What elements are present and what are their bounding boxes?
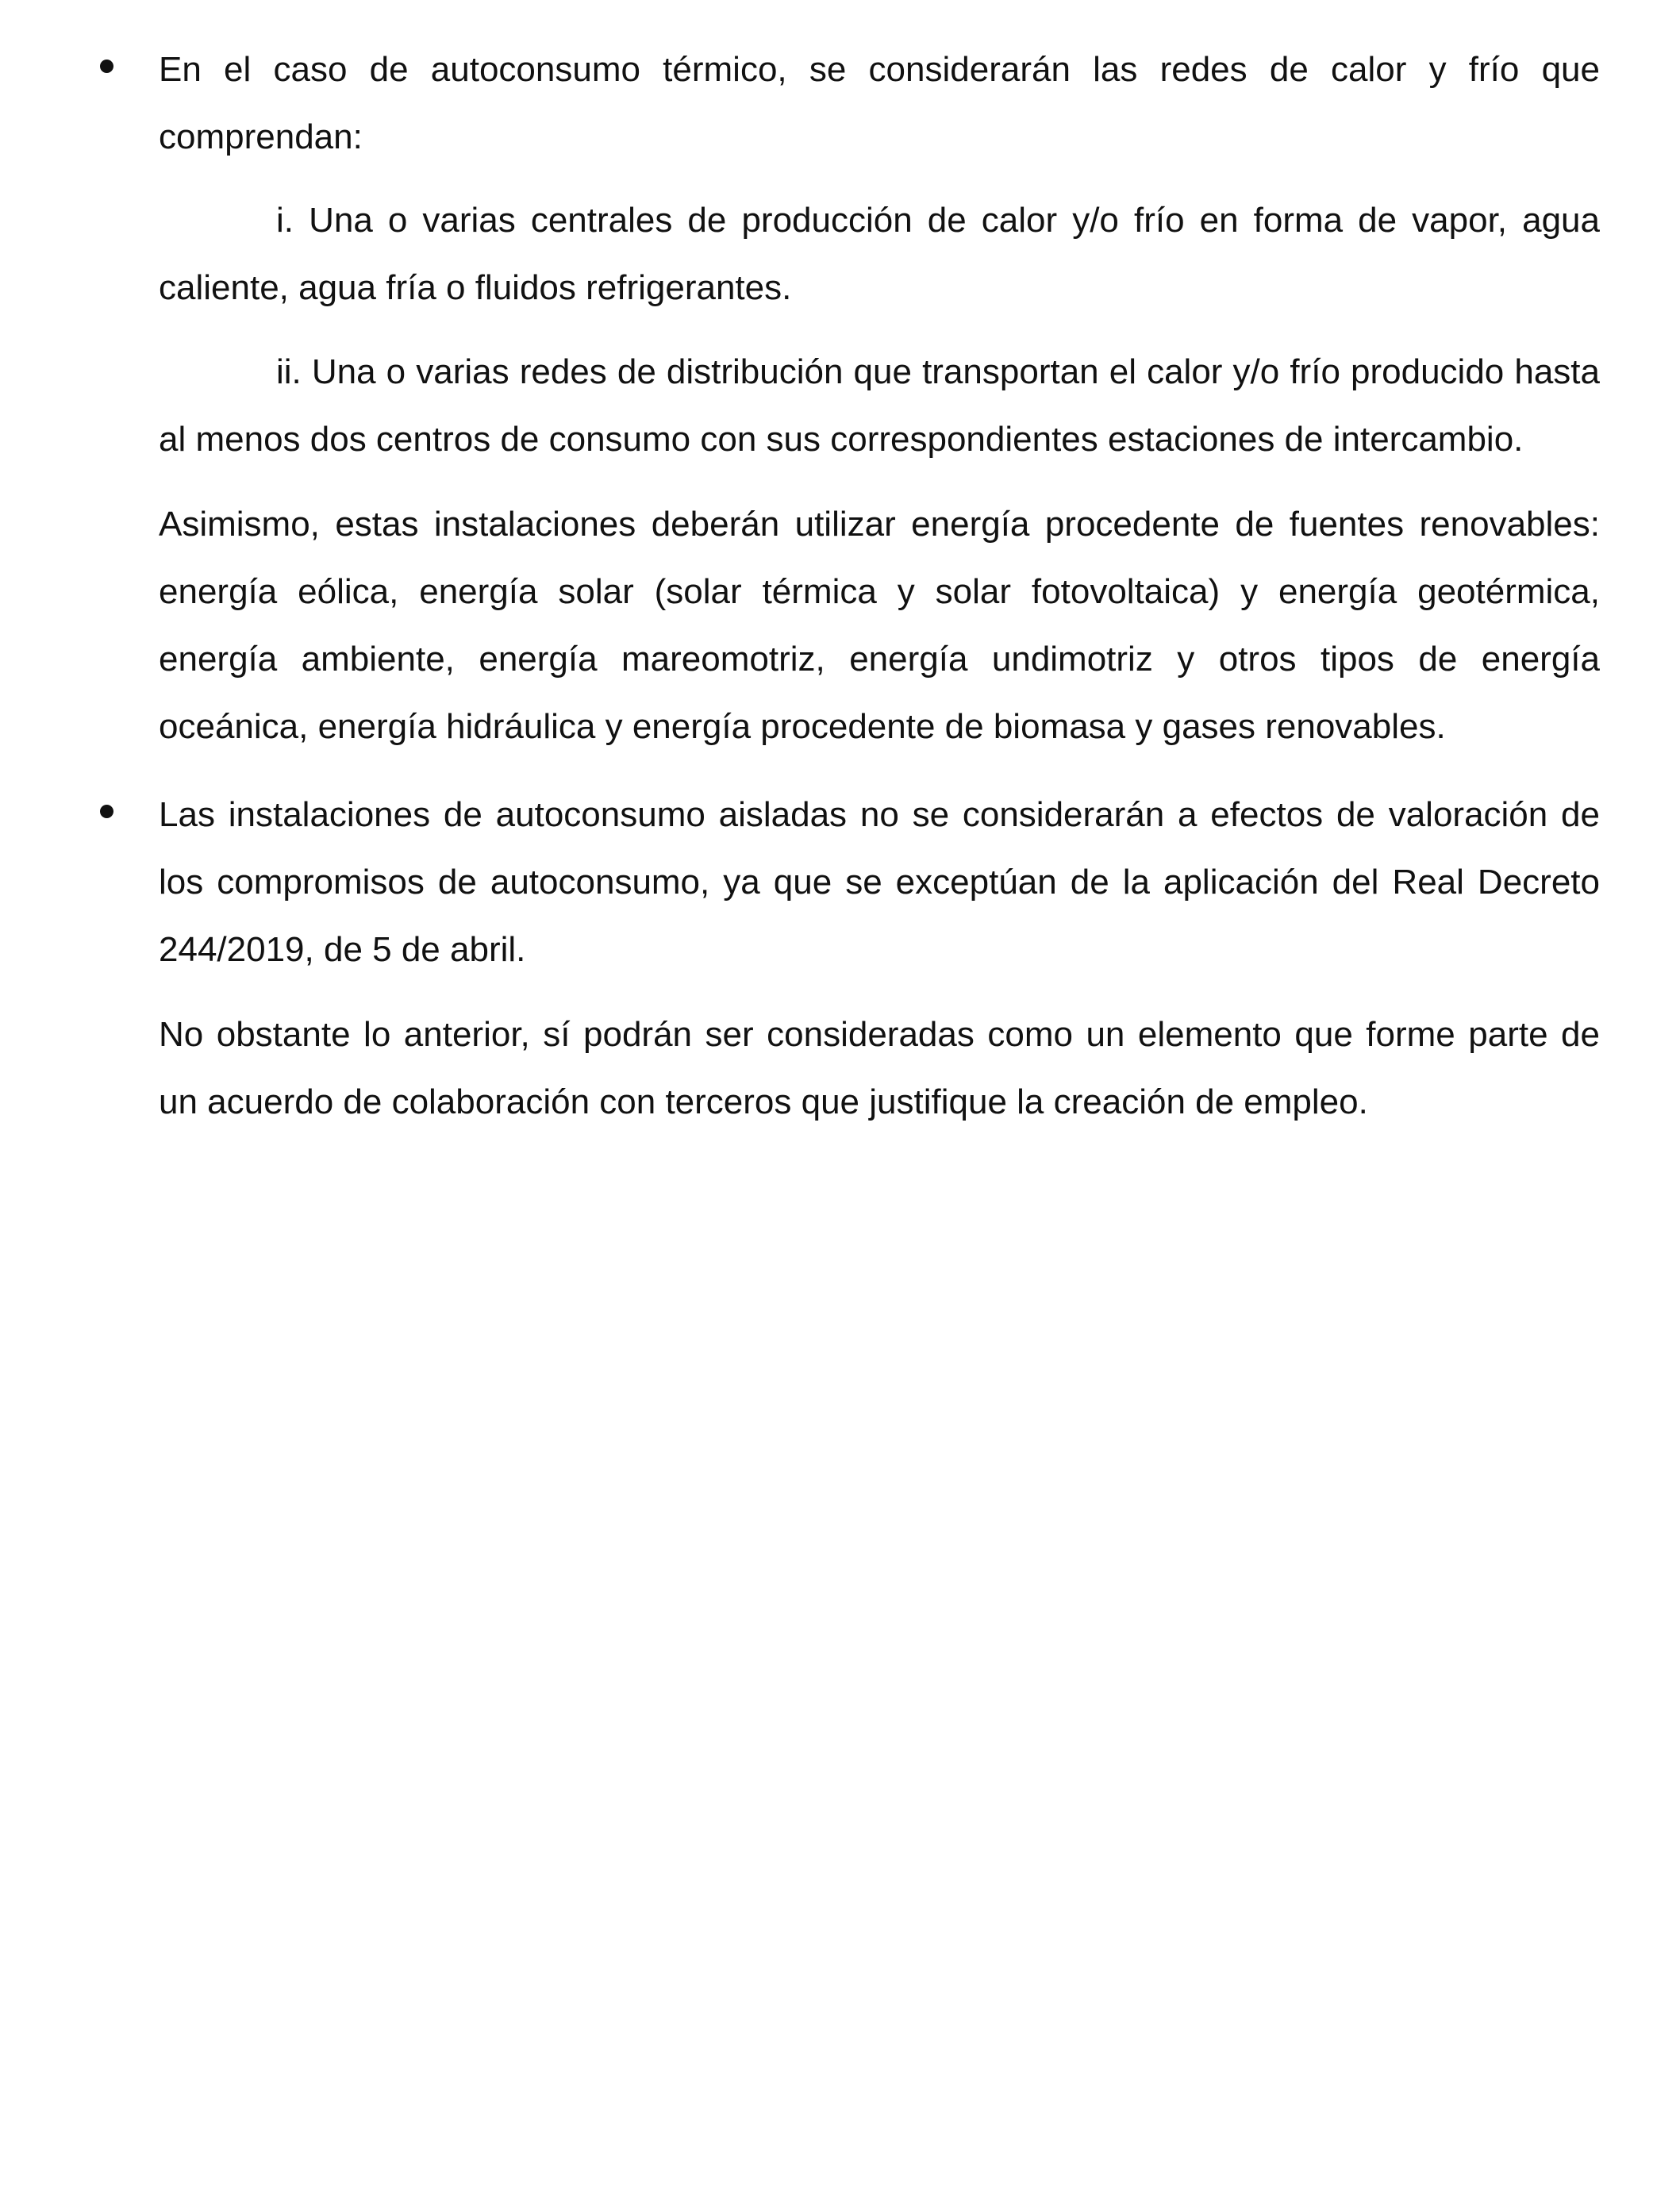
- collaboration-agreement-paragraph: No obstante lo anterior, sí podrán ser consideradas como un elemento que forme parte de un acuerdo de colaboración con terceros que justifique la creación de empleo.: [159, 1015, 1600, 1121]
- list-item-ii: ii. Una o varias redes de distribución que transportan el calor y/o frío producido hasta al menos dos centros de consumo con sus correspondientes estaciones de intercambio.: [159, 352, 1600, 459]
- bullet-thermal-self-consumption: [0, 36, 1600, 760]
- bullet-dot-icon: [100, 805, 113, 818]
- bullet-dot-icon: [100, 60, 113, 73]
- list-item-i: i. Una o varias centrales de producción de calor y/o frío en forma de vapor, agua caliente, agua fría o fluidos refrigerantes.: [159, 201, 1600, 307]
- renewable-sources-paragraph: Asimismo, estas instalaciones deberán utilizar energía procedente de fuentes renovables: energía eólica, energía solar (solar térmica y solar fotovoltaica) y energía geotérmica, energía ambiente, energía mareomotriz, energía undimotriz y otros tipos de energía oceánica, energía hidráulica y energía procedente de biomasa y gases renovables.: [159, 505, 1600, 746]
- bullet-2-lead-text: Las instalaciones de autoconsumo aisladas no se considerarán a efectos de valoración de los compromisos de autoconsumo, ya que se exceptúan de la aplicación del Real Decreto 244/2019, de 5 de abril.: [159, 795, 1600, 969]
- bullet-1-lead-text: En el caso de autoconsumo térmico, se considerarán las redes de calor y frío que comprendan:: [159, 50, 1600, 156]
- bullet-isolated-installations: [0, 781, 1600, 1136]
